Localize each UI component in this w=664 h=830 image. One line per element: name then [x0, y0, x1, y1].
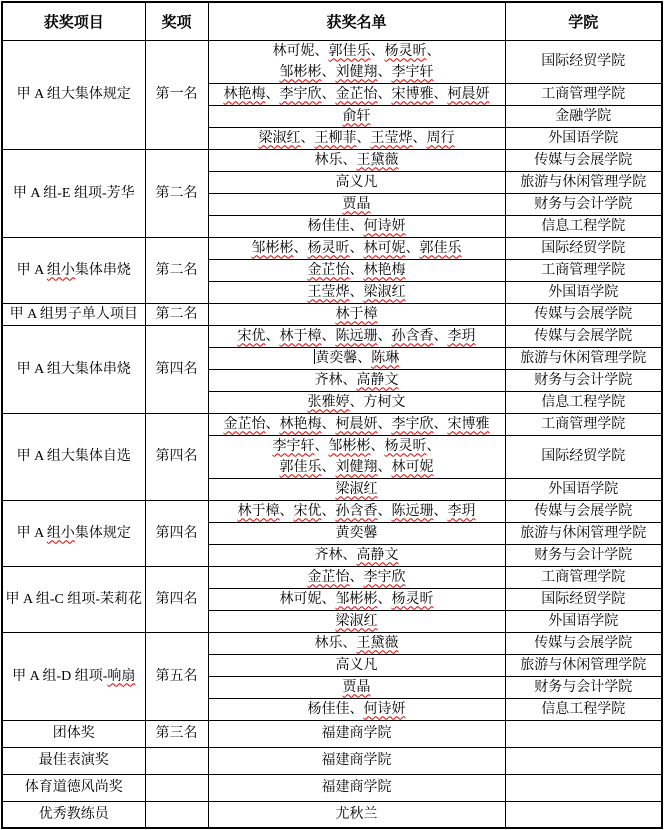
misspelled-text: 李宇欣 [391, 416, 434, 432]
misspelled-text: 宋优 [237, 328, 266, 344]
college-cell: 外国语学院 [505, 478, 662, 500]
names-line: 林艳梅、李宇欣、金芷怡、宋博雅、柯晨妍 [223, 86, 490, 102]
misspelled-text: 李宇轩 [272, 438, 315, 454]
college-cell [505, 801, 662, 828]
table-row [2, 413, 662, 435]
table-row [2, 303, 662, 325]
names-line: 林可妮、郭佳乐、杨灵昕、 [272, 43, 441, 59]
college-cell: 国际经贸学院 [505, 435, 662, 478]
text: 尤秋兰 [335, 806, 378, 822]
names-line: 杨佳佳、何诗妍 [307, 218, 406, 234]
names-line: 李宇轩、邹彬彬、杨灵昕、 [272, 438, 441, 454]
rank-cell: 第二名 [145, 237, 208, 303]
project-cell [2, 40, 145, 149]
names-line: 齐林、高静文 [314, 372, 399, 388]
rank-cell: 第二名 [145, 303, 208, 325]
misspelled-text: 刘健翔 [335, 459, 378, 475]
college-cell: 传媒与会展学院 [505, 303, 662, 325]
names-cell [208, 500, 505, 522]
misspelled-text: 柯晨妍 [447, 86, 490, 102]
text: 黄奕馨 [315, 350, 358, 366]
rank-cell: 第四名 [145, 325, 208, 413]
college-cell: 信息工程学院 [505, 215, 662, 237]
header-project: 获奖项目 [2, 2, 145, 40]
misspelled-text: 梁淑红 [363, 284, 406, 300]
names-cell [208, 522, 505, 544]
misspelled-text: 林于樟 [279, 328, 322, 344]
rank-cell: 第三名 [145, 720, 208, 747]
misspelled-text: 宋博雅 [391, 86, 434, 102]
names-line [211, 777, 503, 798]
names-cell [208, 171, 505, 193]
misspelled-text: 陈远珊 [391, 503, 434, 519]
text: 甲 A [16, 262, 47, 278]
names-cell [208, 720, 505, 747]
names-line: 杨佳佳、何诗妍 [307, 701, 406, 717]
table-row [2, 500, 662, 522]
misspelled-text: 贾晶 [342, 679, 371, 695]
names-cell [208, 801, 505, 828]
misspelled-text: 邹彬彬 [251, 240, 294, 256]
college-cell: 传媒与会展学院 [505, 632, 662, 654]
misspelled-text: 杨灵昕 [307, 240, 350, 256]
misspelled-text: 杨灵昕 [391, 591, 434, 607]
misspelled-text: 邹彬彬 [279, 64, 322, 80]
names-line: 林于樟、宋优、孙含香、陈远珊、李玥 [237, 503, 476, 519]
college-cell: 工商管理学院 [505, 83, 662, 105]
names-line [211, 804, 503, 825]
awards-table [1, 1, 663, 829]
table-body [2, 40, 662, 828]
misspelled-text: 刘健翔 [335, 64, 378, 80]
header-college: 学院 [505, 2, 662, 40]
project-cell [2, 500, 145, 566]
table-row [2, 566, 662, 588]
misspelled-text: 李宇欣 [279, 86, 322, 102]
misspelled-text: 何诗妍 [363, 701, 406, 717]
text: 甲 A [16, 525, 47, 541]
names-line: 黄奕馨、陈琳 [315, 350, 400, 366]
header-row [2, 2, 662, 40]
misspelled-text: 俞轩 [342, 108, 371, 124]
text: 福建商学院 [321, 726, 392, 741]
misspelled-text: 王莹烨 [307, 284, 350, 300]
names-line [211, 172, 503, 193]
names-cell [208, 237, 505, 259]
college-cell: 工商管理学院 [505, 566, 662, 588]
misspelled-text: 梁淑红 [258, 130, 301, 146]
table-row [2, 801, 662, 828]
text: 甲 A 组男子单人项目 [9, 306, 138, 322]
rank-cell: 第五名 [145, 632, 208, 720]
misspelled-text: 响扇 [107, 668, 136, 684]
names-cell [208, 303, 505, 325]
rank-cell: 第一名 [145, 40, 208, 149]
names-line: 金芷怡、林艳梅 [307, 262, 406, 278]
misspelled-text: 李宇欣 [363, 569, 406, 585]
names-cell [208, 83, 505, 105]
misspelled-text: 陈远珊 [335, 328, 378, 344]
rank-cell: 第四名 [145, 500, 208, 566]
misspelled-text: 林可妮 [363, 240, 406, 256]
names-cell [208, 40, 505, 83]
misspelled-text: 郭佳乐 [419, 240, 462, 256]
text: 集体规定 [74, 525, 131, 541]
misspelled-text: 金芷怡 [307, 569, 350, 585]
text: 集体串烧 [74, 262, 131, 278]
college-cell: 金融学院 [505, 105, 662, 127]
text: 最佳表演奖 [38, 753, 109, 768]
names-line: 林可妮、邹彬彬、杨灵昕 [279, 591, 434, 607]
table-row [2, 237, 662, 259]
college-cell: 传媒与会展学院 [505, 500, 662, 522]
names-cell [208, 281, 505, 303]
table-row [2, 40, 662, 83]
names-cell [208, 105, 505, 127]
names-cell [208, 676, 505, 698]
college-cell: 国际经贸学院 [505, 588, 662, 610]
college-cell: 传媒与会展学院 [505, 149, 662, 171]
names-cell [208, 654, 505, 676]
misspelled-text: 孙含香 [391, 328, 434, 344]
misspelled-text: 林可妮 [391, 459, 434, 475]
college-cell: 国际经贸学院 [505, 237, 662, 259]
college-cell: 外国语学院 [505, 281, 662, 303]
names-cell [208, 588, 505, 610]
text: 高义凡 [335, 174, 378, 190]
college-cell [505, 747, 662, 774]
text: 甲 A 组-C 组项-茉莉花 [5, 591, 142, 607]
text: 优秀教练员 [38, 806, 109, 822]
names-cell [208, 747, 505, 774]
names-line: 邹彬彬、刘健翔、李宇轩 [279, 64, 434, 80]
misspelled-text: 陈琳 [371, 350, 400, 366]
names-line: 宋优、林于樟、陈远珊、孙含香、李玥 [237, 328, 476, 344]
project-cell [2, 237, 145, 303]
text: 齐林 [314, 372, 343, 388]
names-line: 林乐、王黛薇 [314, 152, 399, 168]
names-line [211, 479, 503, 500]
names-cell [208, 325, 505, 347]
text: 体育道德风尚奖 [24, 780, 123, 795]
misspelled-text: 柯晨妍 [335, 416, 378, 432]
text: 甲 A 组大集体串烧 [16, 361, 131, 377]
misspelled-text: 林艳梅 [223, 86, 266, 102]
misspelled-text: 王黛薇 [356, 635, 399, 651]
table-row [2, 632, 662, 654]
college-cell: 财务与会计学院 [505, 676, 662, 698]
header-rank: 奖项 [145, 2, 208, 40]
header-names: 获奖名单 [208, 2, 505, 40]
misspelled-text: 孙含香 [335, 503, 378, 519]
text: 高义凡 [335, 657, 378, 673]
text: 团体奖 [52, 726, 95, 741]
misspelled-text: 王黛薇 [356, 152, 399, 168]
project-cell [2, 325, 145, 413]
names-line [211, 194, 503, 215]
project-cell [2, 149, 145, 237]
names-cell [208, 413, 505, 435]
college-cell: 国际经贸学院 [505, 40, 662, 83]
text: 林乐 [314, 152, 343, 168]
names-cell [208, 347, 505, 369]
text: 方柯文 [363, 394, 406, 410]
college-cell: 财务与会计学院 [505, 369, 662, 391]
misspelled-text: 李玥 [447, 503, 476, 519]
text: 甲 A 组-E 组项-芳华 [12, 185, 135, 201]
misspelled-text: 组小 [46, 525, 75, 541]
text: 黄奕馨 [335, 525, 378, 541]
names-line: 张雅婷、方柯文 [307, 394, 406, 410]
misspelled-text: 张雅婷 [307, 394, 350, 410]
table-header [2, 2, 662, 40]
college-cell: 工商管理学院 [505, 259, 662, 281]
college-cell: 外国语学院 [505, 610, 662, 632]
names-line: 金芷怡、李宇欣 [307, 569, 406, 585]
misspelled-text: 贾晶 [342, 196, 371, 212]
text: 齐林 [314, 547, 343, 563]
names-cell [208, 391, 505, 413]
names-line [211, 655, 503, 676]
names-line: 梁淑红、王柳菲、王莹烨、周行 [258, 130, 455, 146]
names-line [211, 723, 503, 744]
college-cell: 信息工程学院 [505, 698, 662, 720]
names-cell [208, 259, 505, 281]
table-row [2, 747, 662, 774]
table-row [2, 774, 662, 801]
project-cell [2, 413, 145, 500]
misspelled-text: 邹彬彬 [335, 591, 378, 607]
table-row [2, 149, 662, 171]
names-cell [208, 215, 505, 237]
college-cell: 传媒与会展学院 [505, 325, 662, 347]
names-line: 齐林、高静文 [314, 547, 399, 563]
names-cell [208, 435, 505, 478]
college-cell: 外国语学院 [505, 127, 662, 149]
text: 甲 A 组-D 组项- [12, 668, 108, 684]
college-cell: 旅游与休闲管理学院 [505, 171, 662, 193]
text: 林可妮 [279, 591, 322, 607]
college-cell [505, 720, 662, 747]
college-cell: 工商管理学院 [505, 413, 662, 435]
names-cell [208, 478, 505, 500]
rank-cell: 第二名 [145, 149, 208, 237]
names-cell [208, 566, 505, 588]
misspelled-text: 王莹烨 [370, 130, 413, 146]
project-cell [2, 747, 145, 774]
names-line: 郭佳乐、刘健翔、林可妮 [279, 459, 434, 475]
text: 杨佳佳 [307, 701, 350, 717]
text: 林可妮 [272, 43, 315, 59]
text: 福建商学院 [321, 753, 392, 768]
misspelled-text: 李玥 [447, 328, 476, 344]
project-cell [2, 774, 145, 801]
names-line [211, 677, 503, 698]
rank-cell [145, 774, 208, 801]
misspelled-text: 邹彬彬 [328, 438, 371, 454]
table-row [2, 720, 662, 747]
misspelled-text: 郭佳乐 [279, 459, 322, 475]
names-line: 林乐、王黛薇 [314, 635, 399, 651]
names-cell [208, 544, 505, 566]
names-cell [208, 632, 505, 654]
college-cell: 旅游与休闲管理学院 [505, 654, 662, 676]
college-cell: 财务与会计学院 [505, 544, 662, 566]
rank-cell [145, 801, 208, 828]
text: 福建商学院 [321, 780, 392, 795]
misspelled-text: 王柳菲 [314, 130, 357, 146]
names-line: 金芷怡、林艳梅、柯晨妍、李宇欣、宋博雅 [223, 416, 490, 432]
names-cell [208, 193, 505, 215]
misspelled-text: 宋优 [293, 503, 322, 519]
college-cell [505, 774, 662, 801]
project-cell [2, 566, 145, 632]
names-cell [208, 369, 505, 391]
rank-cell: 第四名 [145, 413, 208, 500]
names-cell [208, 610, 505, 632]
project-cell [2, 632, 145, 720]
college-cell: 旅游与休闲管理学院 [505, 347, 662, 369]
college-cell: 信息工程学院 [505, 391, 662, 413]
college-cell: 旅游与休闲管理学院 [505, 522, 662, 544]
misspelled-text: 李宇轩 [391, 64, 434, 80]
rank-cell: 第四名 [145, 566, 208, 632]
misspelled-text: 高静文 [356, 372, 399, 388]
misspelled-text: 林于樟 [335, 306, 378, 322]
misspelled-text: 林艳梅 [363, 262, 406, 278]
project-cell [2, 801, 145, 828]
misspelled-text: 金芷怡 [335, 86, 378, 102]
project-cell [2, 720, 145, 747]
misspelled-text: 林于樟 [237, 503, 280, 519]
misspelled-text: 金芷怡 [307, 262, 350, 278]
misspelled-text: 金芷怡 [223, 416, 266, 432]
misspelled-text: 杨灵昕 [384, 43, 427, 59]
names-line [211, 304, 503, 325]
table-row [2, 325, 662, 347]
college-cell: 财务与会计学院 [505, 193, 662, 215]
names-line [211, 750, 503, 771]
text: 甲 A 组大集体规定 [16, 87, 131, 102]
names-cell [208, 774, 505, 801]
misspelled-text: 梁淑红 [335, 613, 378, 629]
misspelled-text: 郭佳乐 [328, 43, 371, 59]
rank-cell [145, 747, 208, 774]
text: 杨佳佳 [307, 218, 350, 234]
names-cell [208, 149, 505, 171]
misspelled-text: 组小 [46, 262, 75, 278]
misspelled-text: 周行 [426, 130, 455, 146]
names-cell [208, 127, 505, 149]
names-line [211, 523, 503, 544]
misspelled-text: 梁淑红 [335, 481, 378, 497]
names-line: 邹彬彬、杨灵昕、林可妮、郭佳乐 [251, 240, 462, 256]
misspelled-text: 林艳梅 [279, 416, 322, 432]
names-line: 王莹烨、梁淑红 [307, 284, 406, 300]
project-cell [2, 303, 145, 325]
text: 甲 A 组大集体自选 [16, 449, 131, 464]
names-line [211, 611, 503, 632]
misspelled-text: 何诗妍 [363, 218, 406, 234]
text: 林乐 [314, 635, 343, 651]
names-cell [208, 698, 505, 720]
names-line [211, 106, 503, 127]
misspelled-text: 宋博雅 [447, 416, 490, 432]
misspelled-text: 高静文 [356, 547, 399, 563]
misspelled-text: 杨灵昕 [384, 438, 427, 454]
